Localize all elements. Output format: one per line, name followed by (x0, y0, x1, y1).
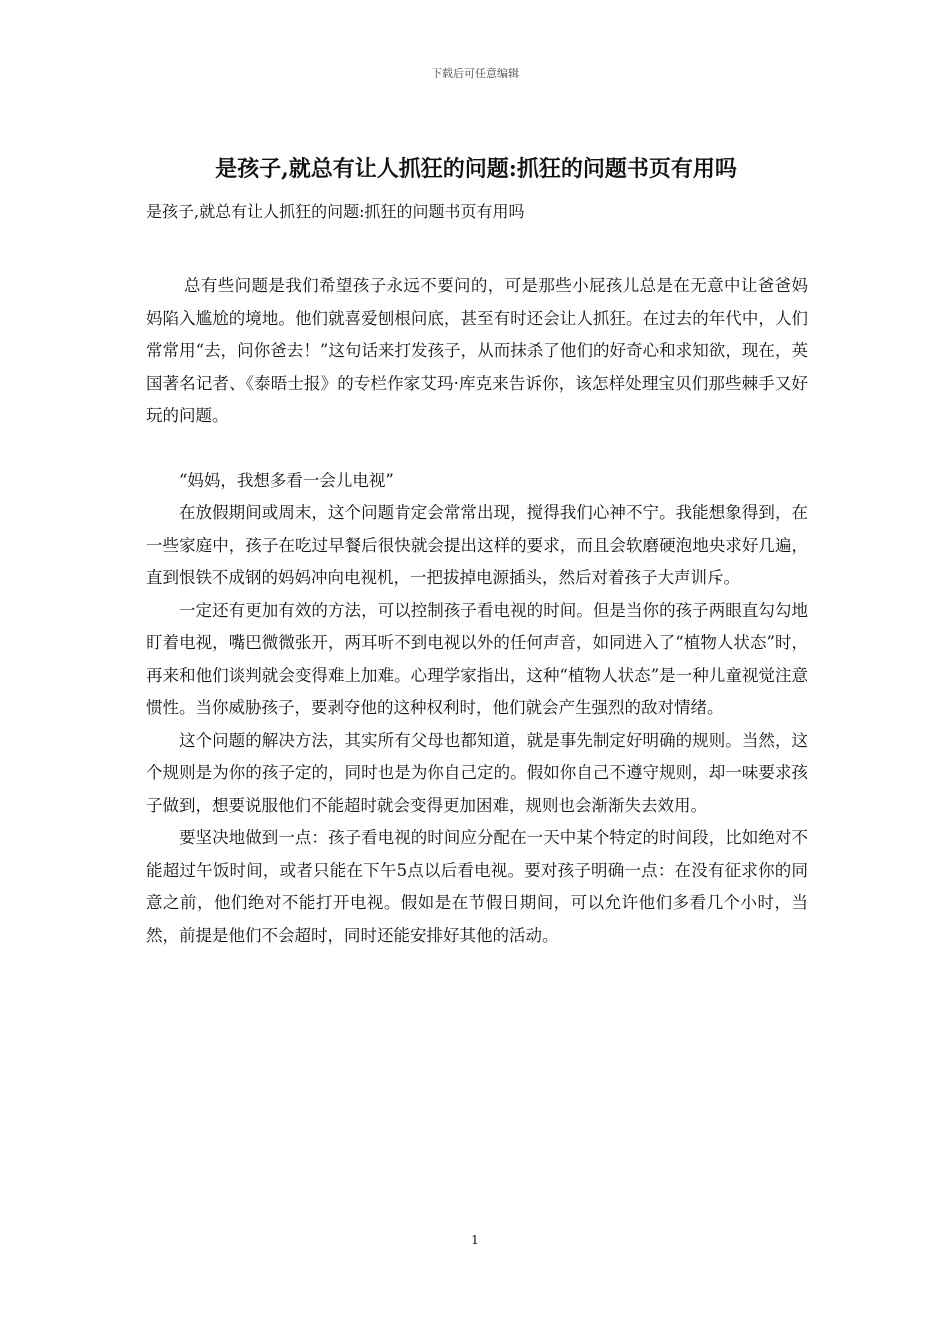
body-paragraph: 在放假期间或周末，这个问题肯定会常常出现，搅得我们心神不宁。我能想象得到，在一些家庭中，孩子在吃过早餐后很快就会提出这样的要求，而且会软磨硬泡地央求好几遍，直到恨铁不成钢的妈妈冲向电视机，一把拔掉电源插头，然后对着孩子大声训斥。 (146, 503, 808, 587)
document-subtitle: 是孩子,就总有让人抓狂的问题:抓狂的问题书页有用吗 (146, 202, 525, 221)
document-title: 是孩子,就总有让人抓狂的问题:抓狂的问题书页有用吗 (215, 156, 737, 182)
body-paragraph: 要坚决地做到一点：孩子看电视的时间应分配在一天中某个特定的时间段，比如绝对不能超过午饭时间，或者只能在下午5点以后看电视。要对孩子明确一点：在没有征求你的同意之前，他们绝对不能打开电视。假如是在节假日期间，可以允许他们多看几个小时，当然，前提是他们不会超时，同时还能安排好其他的活动。 (146, 828, 808, 945)
body-paragraph: 一定还有更加有效的方法，可以控制孩子看电视的时间。但是当你的孩子两眼直勾勾地盯着电视，嘴巴微微张开，两耳听不到电视以外的任何声音，如同进入了“植物人状态”时，再来和他们谈判就会变得难上加难。心理学家指出，这种“植物人状态”是一种儿童视觉注意惯性。当你威胁孩子，要剥夺他的这种权利时，他们就会产生强烈的敌对情绪。 (146, 600, 808, 717)
page-number: 1 (471, 1233, 479, 1247)
body-paragraph: 这个问题的解决方法，其实所有父母也都知道，就是事先制定好明确的规则。当然，这个规则是为你的孩子定的，同时也是为你自己定的。假如你自己不遵守规则，却一味要求孩子做到，想要说服他们不能超时就会变得更加困难，规则也会渐渐失去效用。 (146, 730, 808, 815)
document-body (146, 270, 808, 952)
intro-paragraph: 总有些问题是我们希望孩子永远不要问的，可是那些小屁孩儿总是在无意中让爸爸妈妈陷入尴尬的境地。他们就喜爱刨根问底，甚至有时还会让人抓狂。在过去的年代中，人们常常用“去，问你爸去！”这句话来打发孩子，从而抹杀了他们的好奇心和求知欲，现在，英国著名记者、《泰晤士报》的专栏作家艾玛·库克来告诉你，该怎样处理宝贝们那些棘手又好玩的问题。 (146, 276, 808, 425)
page-header-note: 下载后可任意编辑 (431, 67, 519, 80)
section-heading-quote: “妈妈，我想多看一会儿电视” (179, 470, 394, 490)
